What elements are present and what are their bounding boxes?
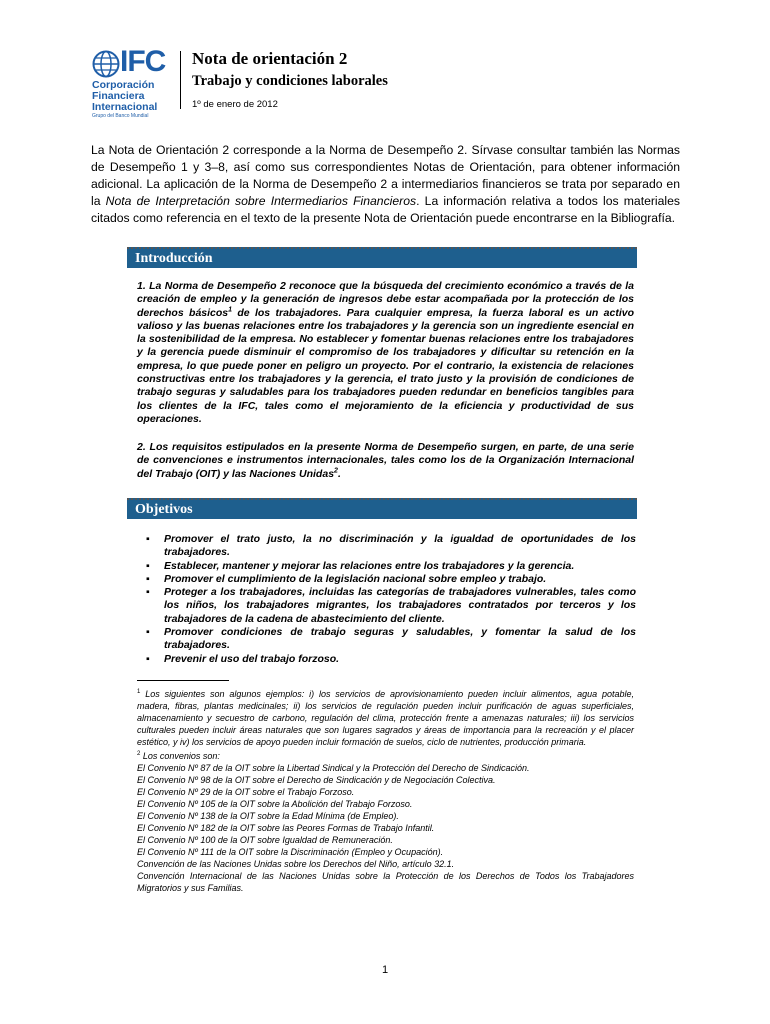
footnote-line: El Convenio Nº 87 de la OIT sobre la Libertad Sindical y la Protección del Derecho de Sindicación. (137, 763, 530, 773)
header-divider (180, 51, 181, 109)
list-item: ▪ Promover condiciones de trabajo seguras y saludables, y fomentar la salud de los trabajadores. (140, 626, 636, 653)
footnote-line: Convención de las Naciones Unidas sobre los Derechos del Niño, artículo 32.1. (137, 859, 455, 869)
logo-ifc-text: IFC (120, 45, 166, 78)
section-heading-introduction (127, 247, 637, 268)
footnote-1 (137, 686, 634, 748)
footnote-mark: 1 (137, 689, 141, 695)
footnote-text: Los convenios son: (140, 751, 220, 761)
lead-emphasis: Nota de Interpretación sobre Intermediarios Financieros (105, 194, 417, 209)
section-heading-label: Introducción (135, 251, 213, 266)
paragraph-text: 2. Los requisitos estipulados en la presente Norma de Desempeño surgen, en parte, de una serie de convenciones e instrumentos internacionales, tales como los de la Organización Internacional del Trabajo (OIT) y las Naciones Unidas (137, 441, 634, 480)
paragraph-text: 1. La Norma de Desempeño 2 reconoce que la búsqueda del crecimiento económico a través de la creación de empleo y la generación de ingresos debe estar acompañada por la protección de los derechos básicos (137, 280, 634, 319)
paragraph-2 (137, 441, 634, 481)
footnote-line: El Convenio Nº 98 de la OIT sobre el Derecho de Sindicación y de Negociación Colectiva. (137, 775, 496, 785)
footnote-line: Convención Internacional de las Naciones Unidas sobre la Protección de los Derechos de Todos los Trabajadores Migratorios y sus Familias. (137, 871, 634, 893)
lead-text: La Nota de Orientación 2 corresponde a la Norma de Desempeño 2. Sírvase consultar también las Normas de Desempeño 1 y 3–8, así como sus correspondientes Notas de Orientación, para obtener información adicional. La aplicación de la Norma de Desempeño 2 a intermediarios financieros se trata por separado en la (91, 143, 680, 209)
footnote-ref: 2 (334, 467, 338, 475)
footnote-line: El Convenio Nº 138 de la OIT sobre la Edad Mínima (de Empleo). (137, 811, 399, 821)
footnote-separator (137, 680, 229, 681)
ifc-logo (92, 45, 178, 120)
section-heading-objectives (127, 498, 637, 519)
footnote-text: Los siguientes son algunos ejemplos: i) los servicios de aprovisionamiento pueden incluir alimentos, agua potable, madera, fibras, plantas medicinales; ii) los servicios de regulación pueden incluir purificación de aguas superficiales, almacenamiento y secuestro de carbono, regulación del clima, protección frente a amenazas naturales; iii) los servicios culturales pueden incluir áreas naturales que son lugares sagrados y áreas de importancia para la recreación y el placer estético, y iv) los servicios de apoyo pueden incluir formación de suelos, ciclo de nutrientes, producción primaria. (137, 689, 634, 747)
objectives-list (140, 533, 636, 666)
footnote-line: El Convenio Nº 105 de la OIT sobre la Abolición del Trabajo Forzoso. (137, 799, 413, 809)
footnote-line: El Convenio Nº 111 de la OIT sobre la Discriminación (Empleo y Ocupación). (137, 847, 444, 857)
document-subtitle: Trabajo y condiciones laborales (192, 73, 388, 89)
footnote-2 (137, 748, 634, 762)
logo-org-line: Corporación (92, 79, 155, 91)
logo-org-line: Internacional (92, 101, 158, 113)
section-heading-label: Objetivos (135, 502, 193, 517)
footnote-ref: 1 (228, 306, 233, 314)
footnote-line: El Convenio Nº 182 de la OIT sobre las Peores Formas de Trabajo Infantil. (137, 823, 435, 833)
page-number: 1 (381, 964, 389, 976)
paragraph-1 (137, 280, 634, 426)
lead-paragraph (91, 142, 680, 227)
footnote-mark: 2 (137, 751, 141, 757)
document-date: 1º de enero de 2012 (192, 99, 278, 110)
footnote-line: El Convenio Nº 29 de la OIT sobre el Trabajo Forzoso. (137, 787, 355, 797)
paragraph-text: . (337, 467, 341, 480)
list-item: ▪ Proteger a los trabajadores, incluidas las categorías de trabajadores vulnerables, tales como los niños, los trabajadores migrantes, los trabajadores contratados por terceros y los trabajadores de la cadena de abastecimiento del cliente. (140, 586, 636, 626)
lead-text: . La información relativa a todos los materiales citados como referencia en el texto de la presente Nota de Orientación puede encontrarse en la Bibliografía. (91, 194, 680, 226)
globe-emblem-icon (92, 50, 120, 78)
document-title: Nota de orientación 2 (192, 49, 348, 68)
logo-org-name (92, 80, 157, 113)
list-item: ▪ Promover el cumplimiento de la legislación nacional sobre empleo y trabajo. (140, 573, 636, 586)
logo-org-line: Financiera (92, 90, 145, 102)
paragraph-text: de los trabajadores. Para cualquier empresa, la fuerza laboral es un activo valioso y las buenas relaciones entre los trabajadores y la gerencia son un ingrediente esencial en la sostenibilidad de la empresa. No establecer y fomentar buenas relaciones entre los trabajadores y la gerencia puede disminuir el compromiso de los trabajadores y dificultar su retención en la empresa, lo que puede poner en peligro un proyecto. Por el contrario, la existencia de relaciones constructivas entre los trabajadores y la gerencia, el trato justo y la provisión de condiciones de trabajo seguras y saludables para los trabajadores pueden redundar en beneficios tangibles para los clientes de la IFC, tales como el mejoramiento de la eficiencia y productividad de sus operaciones. (137, 306, 634, 425)
list-item: ▪ Prevenir el uso del trabajo forzoso. (140, 653, 636, 666)
footnotes (137, 686, 634, 894)
list-item: ▪ Promover el trato justo, la no discriminación y la igualdad de oportunidades de los trabajadores. (140, 533, 636, 560)
logo-group-text: Grupo del Banco Mundial (92, 113, 149, 119)
footnote-line: El Convenio Nº 100 de la OIT sobre Igualdad de Remuneración. (137, 835, 393, 845)
list-item: ▪ Establecer, mantener y mejorar las relaciones entre los trabajadores y la gerencia. (140, 560, 636, 573)
